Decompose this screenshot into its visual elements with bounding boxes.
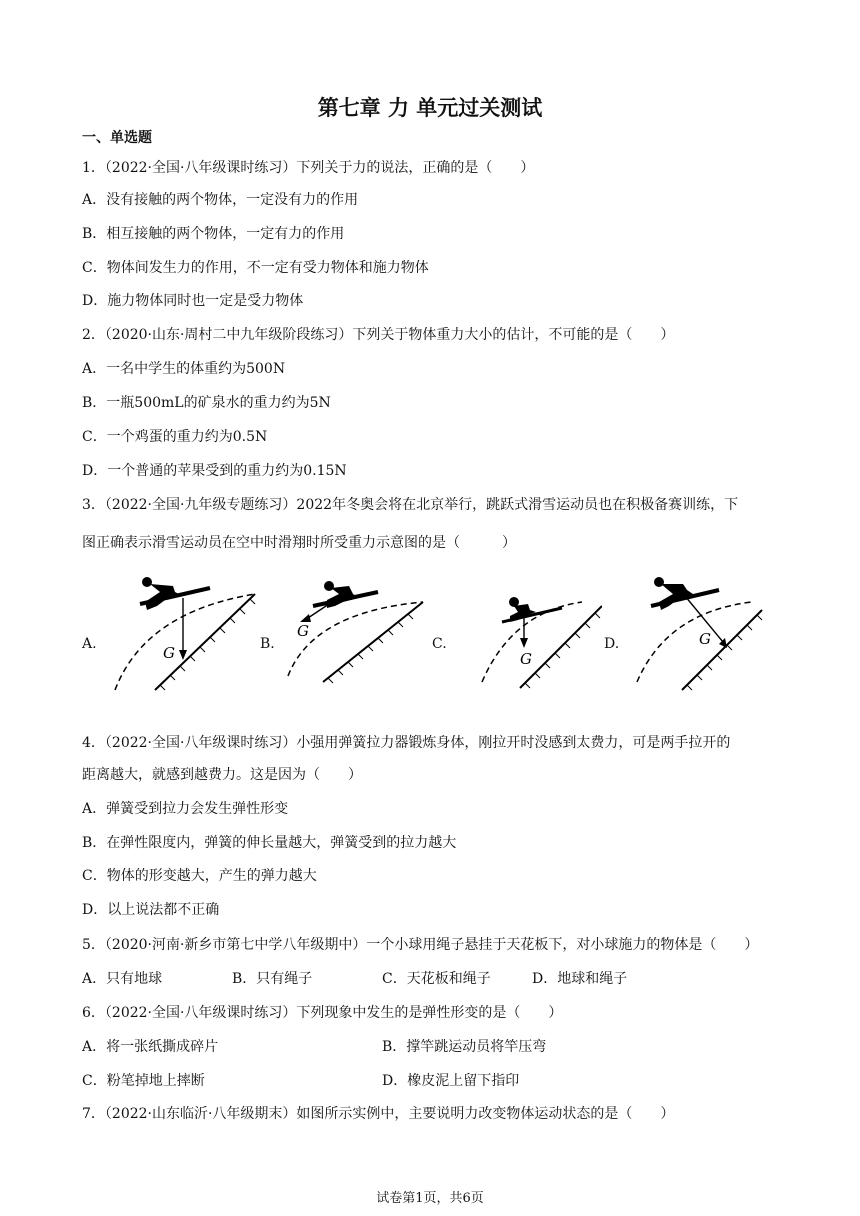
q3-label-b: B.: [260, 636, 275, 652]
q3-figure-a: [105, 572, 265, 694]
q2-option-b: B．一瓶500mL的矿泉水的重力约为5N: [82, 395, 331, 411]
q3-figure-b: [283, 572, 443, 694]
q2-stem: 2．（2020·山东·周村二中九年级阶段练习）下列关于物体重力大小的估计，不可能的是（ ）: [82, 327, 675, 343]
page-footer: 试卷第1页，共6页: [376, 1191, 484, 1206]
q3-stem-line1: 3．（2022·全国·九年级专题练习）2022年冬奥会将在北京举行，跳跃式滑雪运动员也在积极备赛训练，下: [82, 497, 739, 513]
q3-g-a: G: [163, 644, 175, 662]
q5-option-d: D．地球和绳子: [532, 971, 628, 987]
q5-stem: 5．（2020·河南·新乡市第七中学八年级期中）一个小球用绳子悬挂于天花板下，对小球施力的物体是（ ）: [82, 937, 759, 953]
q6-option-a: A．将一张纸撕成碎片: [82, 1039, 219, 1055]
q3-g-d: G: [699, 630, 711, 648]
q4-option-b: B．在弹性限度内，弹簧的伸长量越大，弹簧受到的拉力越大: [82, 835, 457, 851]
q6-stem: 6．（2022·全国·八年级课时练习）下列现象中发生的是弹性形变的是（ ）: [82, 1005, 563, 1021]
q4-option-c: C．物体的形变越大，产生的弹力越大: [82, 868, 317, 884]
page-title: 第七章 力 单元过关测试: [317, 96, 543, 120]
q3-label-a: A.: [82, 636, 97, 652]
q5-option-a: A．只有地球: [82, 971, 163, 987]
q1-option-d: D．施力物体同时也一定是受力物体: [82, 293, 304, 309]
q4-stem-line2: 距离越大，就感到越费力。这是因为（ ）: [82, 767, 362, 783]
q4-stem-line1: 4．（2022·全国·八年级课时练习）小强用弹簧拉力器锻炼身体，刚拉开时没感到太费力，可是两手拉开的: [82, 735, 731, 751]
q6-option-b: B．撑竿跳运动员将竿压弯: [382, 1039, 547, 1055]
q2-option-d: D．一个普通的苹果受到的重力约为0.15N: [82, 463, 347, 479]
q3-g-b: G: [297, 622, 309, 640]
q3-label-c: C.: [432, 636, 447, 652]
q1-option-b: B．相互接触的两个物体，一定有力的作用: [82, 226, 345, 242]
q5-option-c: C．天花板和绳子: [382, 971, 491, 987]
q1-option-c: C．物体间发生力的作用，不一定有受力物体和施力物体: [82, 260, 429, 276]
section-heading: 一、单选题: [82, 130, 152, 146]
q4-option-d: D．以上说法都不正确: [82, 902, 220, 918]
q7-stem: 7．（2022·山东临沂·八年级期末）如图所示实例中，主要说明力改变物体运动状态的是（ ）: [82, 1106, 675, 1122]
q6-option-d: D．橡皮泥上留下指印: [382, 1073, 520, 1089]
q3-g-c: G: [520, 650, 532, 668]
q1-option-a: A．没有接触的两个物体，一定没有力的作用: [82, 192, 359, 208]
q5-option-b: B．只有绳子: [232, 971, 313, 987]
q3-figure-c: [462, 572, 602, 694]
q6-option-c: C．粉笔掉地上摔断: [82, 1073, 205, 1089]
q3-label-d: D.: [604, 636, 620, 652]
q2-option-c: C．一个鸡蛋的重力约为0.5N: [82, 429, 268, 445]
q3-stem-line2: 图正确表示滑雪运动员在空中时滑翔时所受重力示意图的是（ ）: [82, 535, 516, 551]
q2-option-a: A．一名中学生的体重约为500N: [82, 361, 286, 377]
q3-figure-d: [627, 572, 767, 694]
q4-option-a: A．弹簧受到拉力会发生弹性形变: [82, 801, 289, 817]
q1-stem: 1．（2022·全国·八年级课时练习）下列关于力的说法，正确的是（ ）: [82, 160, 535, 176]
